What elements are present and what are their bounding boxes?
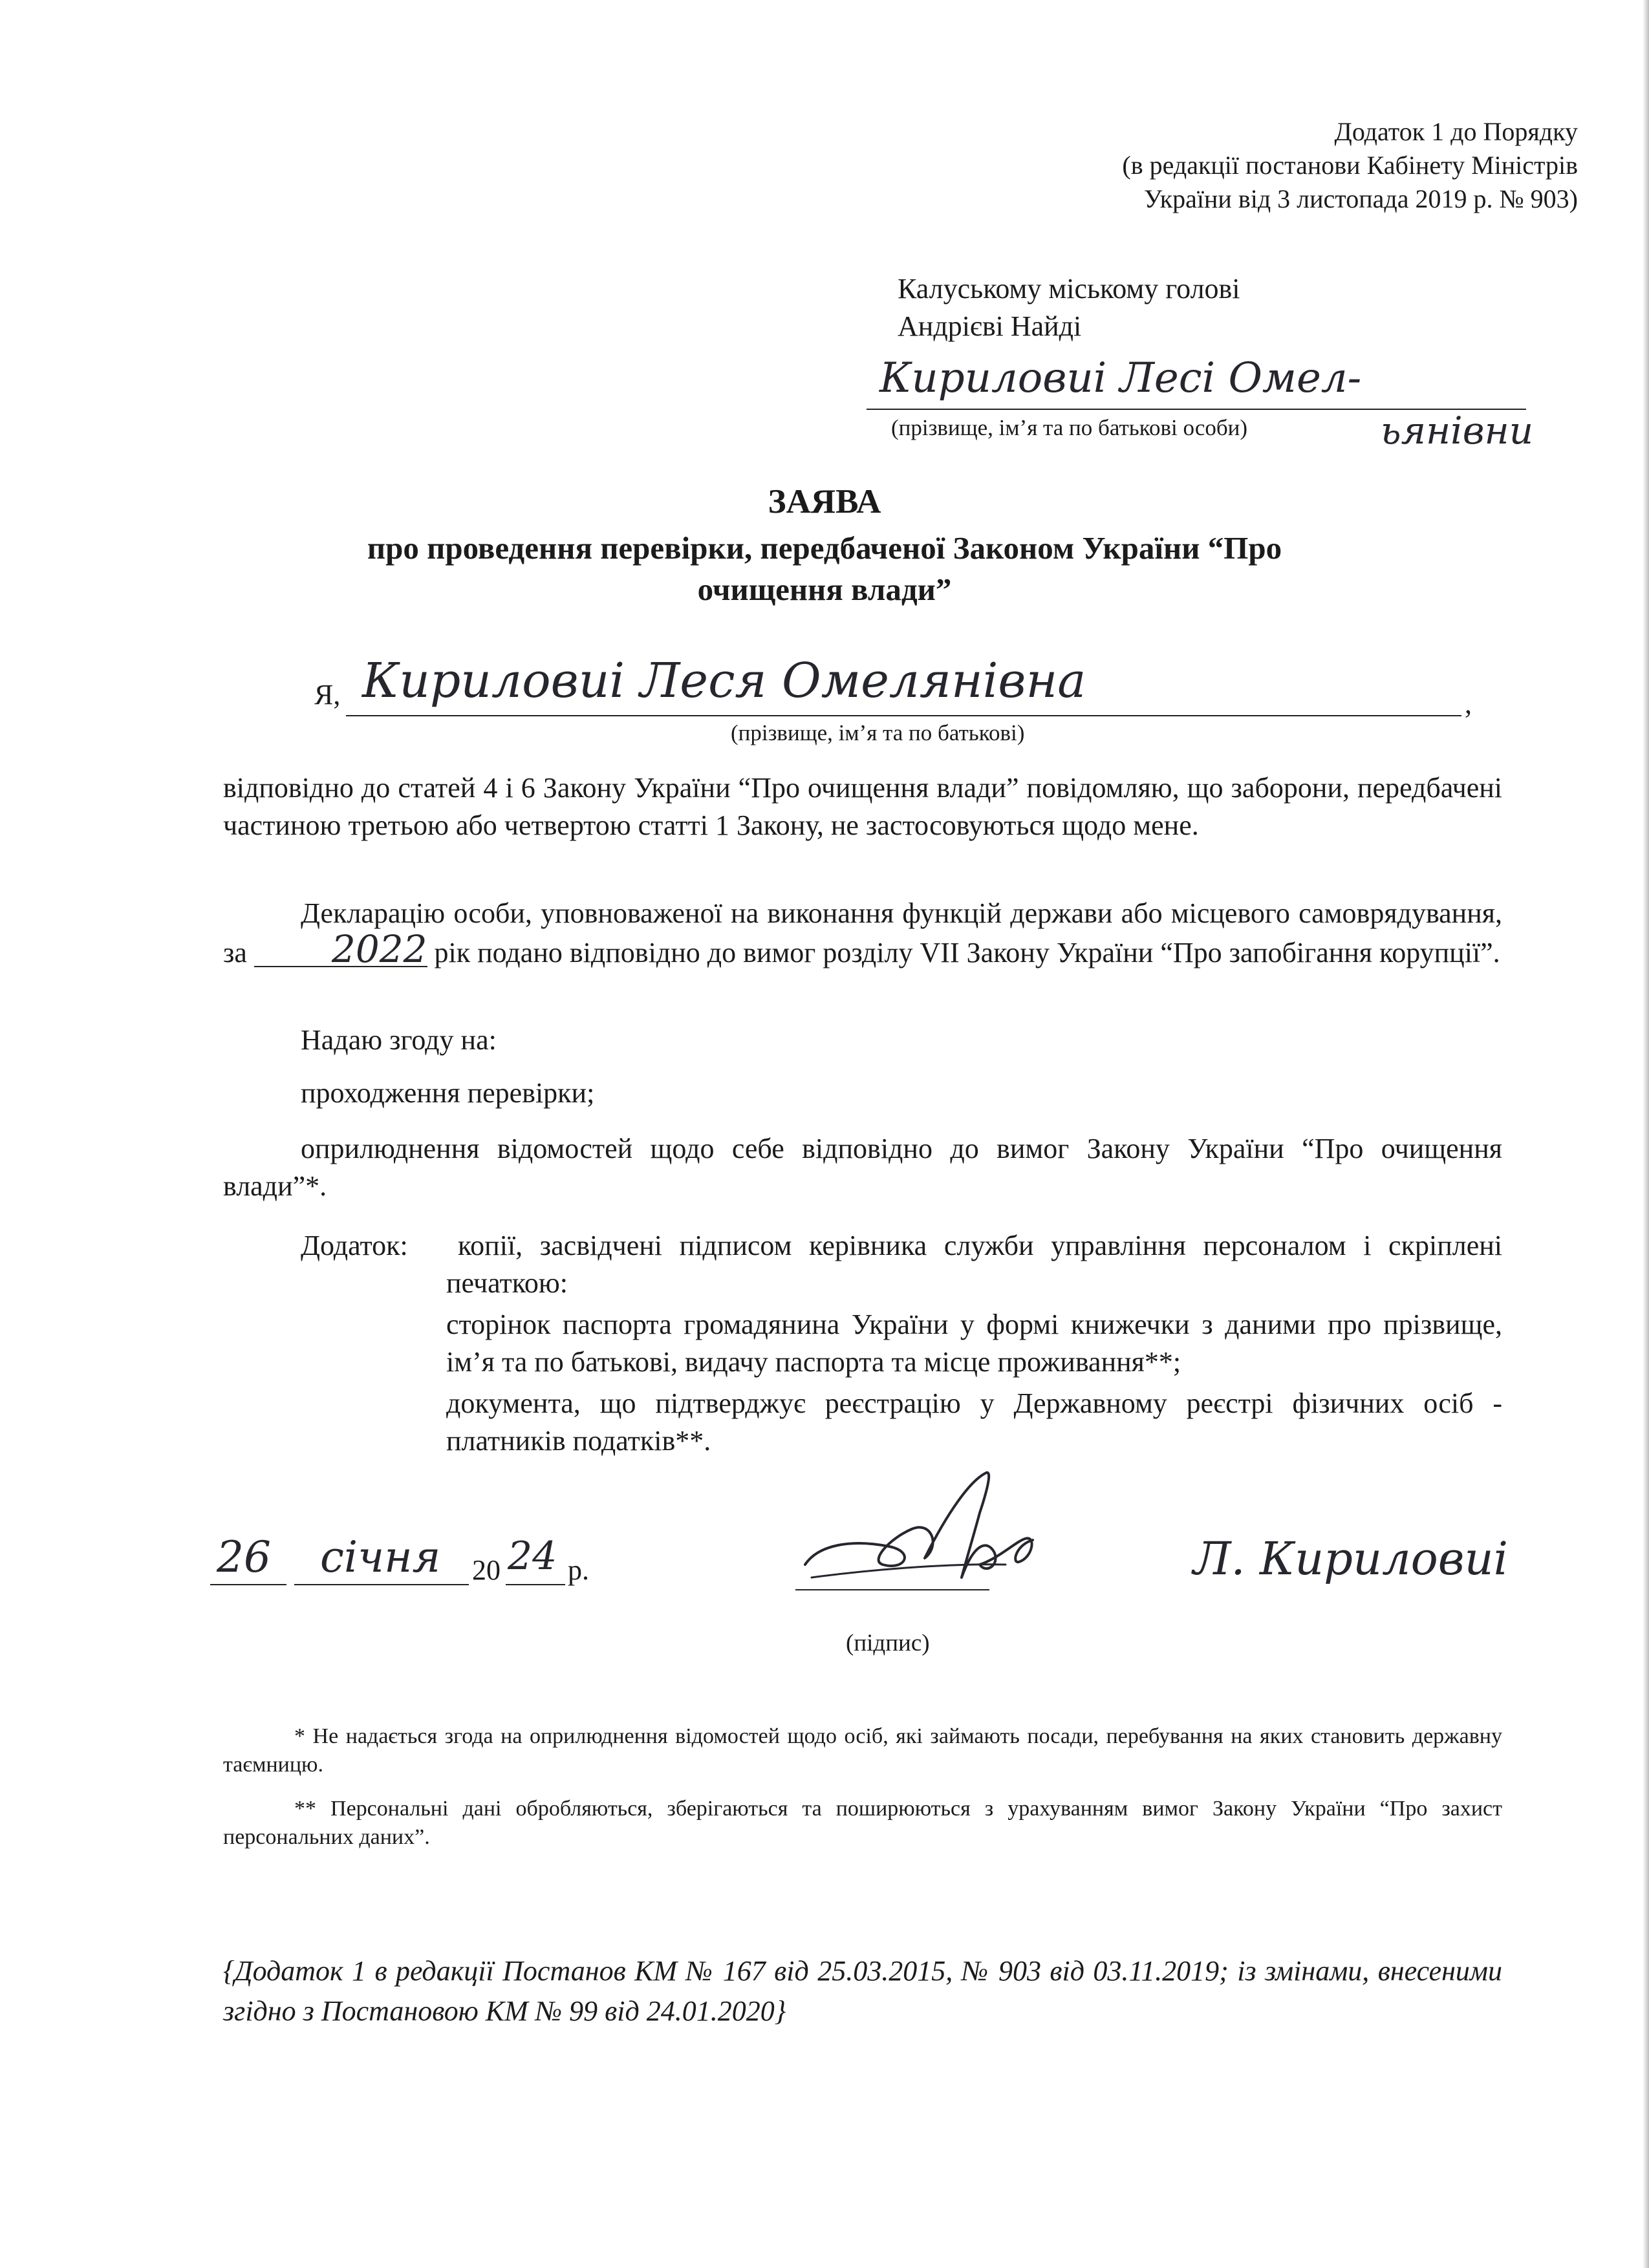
annex-item-3: документа, що підтверджує реєстрацію у Державному реєстрі фізичних осіб - платників податків**. [446, 1387, 1502, 1457]
redaction-note: {Додаток 1 в редакції Постанов КМ № 167 від 25.03.2015, № 903 від 03.11.2019; із змінами, внесеними згідно з Постановою КМ № 99 від 24.01.2020} [223, 1955, 1502, 2027]
consent-item-1: проходження перевірки; [301, 1077, 595, 1109]
applicant-handwritten-signature: Л. Кириловиі [1193, 1532, 1508, 1585]
declarant-hint: (прізвище, ім’я та по батькові) [731, 720, 1025, 745]
official-signature-icon [792, 1468, 1070, 1603]
declaration-text-before: Декларацію особи, уповноваженої на виконання функцій держави або місцевого самоврядування, за [223, 897, 1502, 968]
signature-underline [795, 1589, 989, 1590]
appendix-line-2: (в редакції постанови Кабінету Міністрів [1122, 151, 1578, 180]
addressee-line-2: Андрієві Найді [898, 310, 1082, 342]
date-day-handwritten: 26 [217, 1532, 271, 1582]
addressee-hint: (прізвище, ім’я та по батькові особи) [891, 415, 1248, 440]
appendix-reference [1009, 115, 1578, 216]
date-year-underline [506, 1584, 565, 1585]
declaration-text-after: рік подано відповідно до вимог розділу VII Закону України “Про запобігання корупції”. [434, 937, 1500, 968]
annex-item-2: сторінок паспорта громадянина України у формі книжечки з даними про прізвище, ім’я та по батькові, видачу паспорта та місце проживання**; [446, 1309, 1502, 1378]
declarant-prefix: Я, [314, 679, 341, 711]
annex-label: Додаток: [301, 1230, 408, 1261]
date-year-handwritten: 24 [508, 1534, 557, 1579]
appendix-line-3: України від 3 листопада 2019 р. № 903) [1143, 184, 1578, 213]
date-year-unit: р. [568, 1554, 589, 1586]
declarant-name-underline [346, 715, 1461, 716]
declarant-suffix: , [1465, 688, 1472, 720]
consent-intro: Надаю згоду на: [301, 1024, 497, 1056]
date-month-handwritten: січня [320, 1532, 441, 1582]
document-subtitle-line-2: очищення влади” [697, 572, 952, 607]
date-day-underline [210, 1584, 286, 1585]
addressee-line-1: Калуському міському голові [898, 273, 1240, 305]
signature-hint: (підпис) [846, 1630, 930, 1656]
date-month-underline [294, 1584, 469, 1585]
footnote-2: ** Персональні дані обробляються, зберігаються та поширюються з урахуванням вимог Закону України “Про захист персональних даних”. [223, 1797, 1502, 1849]
appendix-line-1: Додаток 1 до Порядку [1334, 117, 1578, 146]
addressee-handwritten-name: Кириловиі Лесі Омел- [879, 354, 1362, 402]
addressee-handwritten-name-continued: ьянівни [1381, 409, 1534, 453]
declaration-paragraph [223, 895, 1502, 972]
declarant-handwritten-name: Кириловиі Леся Омелянівна [362, 653, 1086, 709]
scan-edge-shadow [1643, 0, 1649, 2268]
consent-item-2: оприлюднення відомостей щодо себе відповідно до вимог Закону України “Про очищення влади”*. [223, 1133, 1502, 1202]
date-year-prefix: 20 [472, 1554, 501, 1586]
addressee-block [898, 270, 1240, 345]
footnote-1: * Не надається згода на оприлюднення відомостей щодо осіб, які займають посади, перебування на яких становить державну таємницю. [223, 1724, 1502, 1777]
declaration-year-handwritten: 2022 [254, 932, 427, 967]
document-title: ЗАЯВА [768, 483, 881, 520]
document-subtitle-line-1: про проведення перевірки, передбаченої Законом України “Про [367, 530, 1282, 566]
annex-item-1: копії, засвідчені підписом керівника служби управління персоналом і скріплені печаткою: [446, 1230, 1502, 1299]
statement-paragraph: відповідно до статей 4 і 6 Закону України “Про очищення влади” повідомляю, що заборони, передбачені частиною третьою або четвертою статті 1 Закону, не застосовуються щодо мене. [223, 772, 1502, 841]
